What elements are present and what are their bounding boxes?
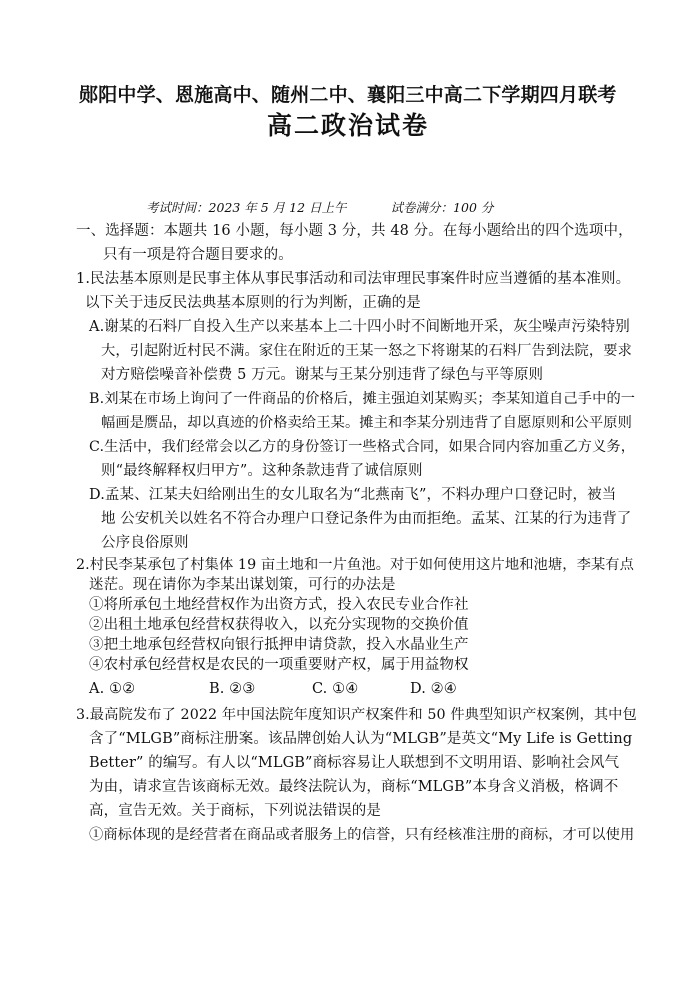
q3-line5: 高，宣告无效。关于商标，下列说法错误的是 <box>89 803 381 819</box>
q2-item-3: ③把土地承包经营权向银行抵押申请贷款，投入水晶业生产 <box>89 637 469 653</box>
q2-item-1: ①将所承包土地经营权作为出资方式，投入农民专业合作社 <box>89 597 469 613</box>
q1-option-b-line2: 幅画是赝品，却以真迹的价格卖给王某。摊主和李某分别违背了自愿原则和公平原则 <box>101 415 632 431</box>
q2-choice-d: D. ②④ <box>410 681 457 697</box>
q2-item-4: ④农村承包经营权是农民的一项重要财产权，属于用益物权 <box>89 657 469 673</box>
q2-item-2: ②出租土地承包经营权获得收入，以充分实现物的交换价值 <box>89 617 469 633</box>
section1-line1: 一、选择题：本题共 16 小题，每小题 3 分，共 48 分。在每小题给出的四个选项中， <box>76 223 633 239</box>
q1-stem-line1: 1.民法基本原则是民事主体从事民事活动和司法审理民事案件时应当遵循的基本准则。 <box>76 271 631 287</box>
q1-stem-line2: 以下关于违反民法典基本原则的行为判断，正确的是 <box>85 295 421 311</box>
exam-info <box>146 200 493 216</box>
q1-option-c-line2: 则“最终解释权归甲方”。这种条款违背了诚信原则 <box>101 463 423 479</box>
q1-option-a-line1: A.谢某的石料厂自投入生产以来基本上二十四小时不间断地开采，灰尘噪声污染特别 <box>89 319 630 335</box>
q1-option-c-line1: C.生活中，我们经常会以乙方的身份签订一些格式合同，如果合同内容加重乙方义务， <box>89 439 636 455</box>
q2-stem-line1: 2.村民李某承包了村集体 19 亩土地和一片鱼池。对于如何使用这片地和池塘，李某有点 <box>76 557 634 573</box>
exam-score: 试卷满分：100 分 <box>390 200 494 215</box>
q3-line1: 3.最高院发布了 2022 年中国法院年度知识产权案件和 50 件典型知识产权案例，其中包 <box>76 707 637 723</box>
q1-option-a-line2: 大，引起附近村民不满。家住在附近的王某一怒之下将谢某的石料厂告到法院，要求 <box>101 343 632 359</box>
q1-option-b-line1: B.刘某在市场上询问了一件商品的价格后，摊主强迫刘某购买；李某知道自己手中的一 <box>89 391 636 407</box>
q1-option-a-line3: 对方赔偿噪音补偿费 5 万元。谢某与王某分别违背了绿色与平等原则 <box>101 367 544 383</box>
q3-line2: 含了“MLGB”商标注册案。该品牌创始人认为“MLGB”是英文“My Life is Getting <box>89 731 633 747</box>
section1-line2: 只有一项是符合题目要求的。 <box>103 247 293 263</box>
exam-time: 考试时间：2023 年 5 月 12 日上午 <box>146 200 347 215</box>
q2-choice-c: C. ①④ <box>312 681 359 697</box>
q1-option-d-line1: D.孟某、江某夫妇给刚出生的女儿取名为“北燕南飞”，不料办理户口登记时，被当 <box>89 487 617 503</box>
q1-option-d-line3: 公序良俗原则 <box>101 535 189 551</box>
q2-choice-b: B. ②③ <box>209 681 256 697</box>
q2-stem-line2: 迷茫。现在请你为李某出谋划策，可行的办法是 <box>89 577 396 593</box>
q1-option-d-line2: 地 公安机关以姓名不符合办理户口登记条件为由而拒绝。孟某、江某的行为违背了 <box>101 511 632 527</box>
q3-line6: ①商标体现的是经营者在商品或者服务上的信誉，只有经核准注册的商标，才可以使用 <box>89 827 635 843</box>
schools-header: 郧阳中学、恩施高中、随州二中、襄阳三中高二下学期四月联考 <box>79 84 617 106</box>
q3-line4: 为由，请求宣告该商标无效。最终法院认为，商标“MLGB”本身含义消极，格调不 <box>89 779 619 795</box>
q2-choice-a: A. ①② <box>89 681 136 697</box>
q3-line3: Better” 的编写。有人以“MLGB”商标容易让人联想到不文明用语、影响社会风气 <box>89 755 620 771</box>
exam-title: 高二政治试卷 <box>266 111 429 140</box>
